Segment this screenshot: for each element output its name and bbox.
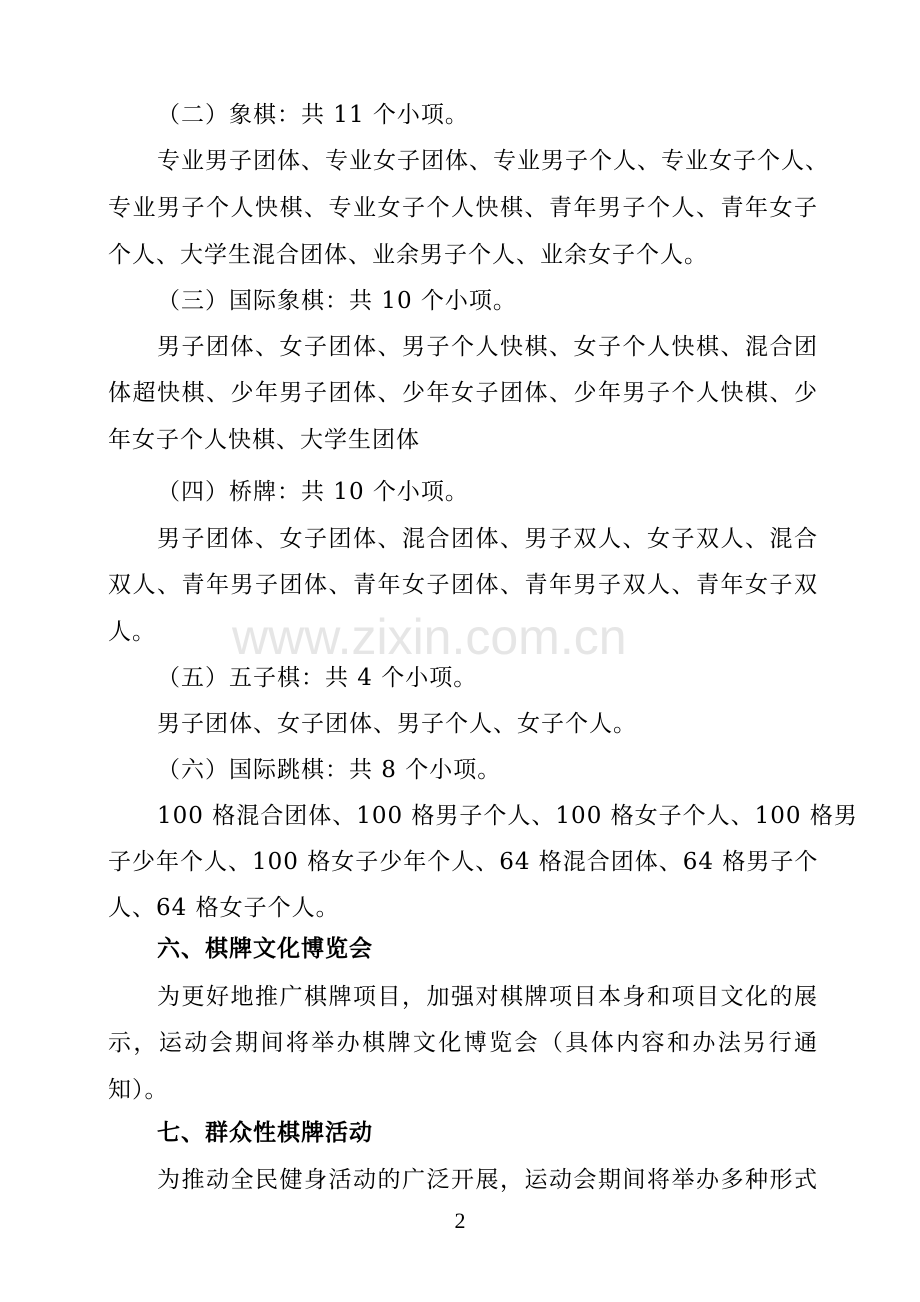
paragraph-line: 专业男子团体、专业女子团体、专业男子个人、专业女子个人、	[157, 148, 829, 174]
section-heading-bridge: （四）桥牌：共 10 个小项。	[157, 479, 469, 505]
paragraph-line: 示，运动会期间将举办棋牌文化博览会（具体内容和办法另行通	[108, 1030, 818, 1056]
paragraph-line: 男子团体、女子团体、男子个人快棋、女子个人快棋、混合团	[157, 334, 818, 360]
paragraph-line: 为推动全民健身活动的广泛开展，运动会期间将举办多种形式	[157, 1167, 818, 1193]
paragraph-line: 为更好地推广棋牌项目，加强对棋牌项目本身和项目文化的展	[157, 984, 818, 1010]
section-heading-chess: （三）国际象棋：共 10 个小项。	[157, 288, 517, 314]
paragraph-line: 知）。	[108, 1077, 169, 1103]
page-number: 2	[454, 1208, 466, 1233]
heading-expo: 六、棋牌文化博览会	[157, 936, 373, 962]
section-heading-xiangqi: （二）象棋：共 11 个小项。	[157, 102, 469, 128]
paragraph-line: 子少年个人、100 格女子少年个人、64 格混合团体、64 格男子个	[108, 849, 819, 875]
paragraph-line: 男子团体、女子团体、混合团体、男子双人、女子双人、混合	[157, 526, 818, 552]
section-heading-draughts: （六）国际跳棋：共 8 个小项。	[157, 757, 502, 783]
paragraph-line: 男子团体、女子团体、男子个人、女子个人。	[157, 711, 637, 737]
paragraph-line: 专业男子个人快棋、专业女子个人快棋、青年男子个人、青年女子	[108, 195, 818, 221]
paragraph-line: 体超快棋、少年男子团体、少年女子团体、少年男子个人快棋、少	[108, 380, 818, 406]
section-heading-gomoku: （五）五子棋：共 4 个小项。	[157, 665, 478, 691]
paragraph-line: 人。	[108, 619, 156, 645]
paragraph-line: 个人、大学生混合团体、业余男子个人、业余女子个人。	[108, 242, 708, 268]
watermark: www.zixin.com.cn	[232, 609, 627, 665]
paragraph-line: 100 格混合团体、100 格男子个人、100 格女子个人、100 格男	[157, 803, 858, 829]
heading-mass-activities: 七、群众性棋牌活动	[157, 1120, 373, 1146]
paragraph-line: 双人、青年男子团体、青年女子团体、青年男子双人、青年女子双	[108, 572, 818, 598]
paragraph-line: 人、64 格女子个人。	[108, 895, 340, 921]
paragraph-line: 年女子个人快棋、大学生团体	[108, 427, 420, 453]
